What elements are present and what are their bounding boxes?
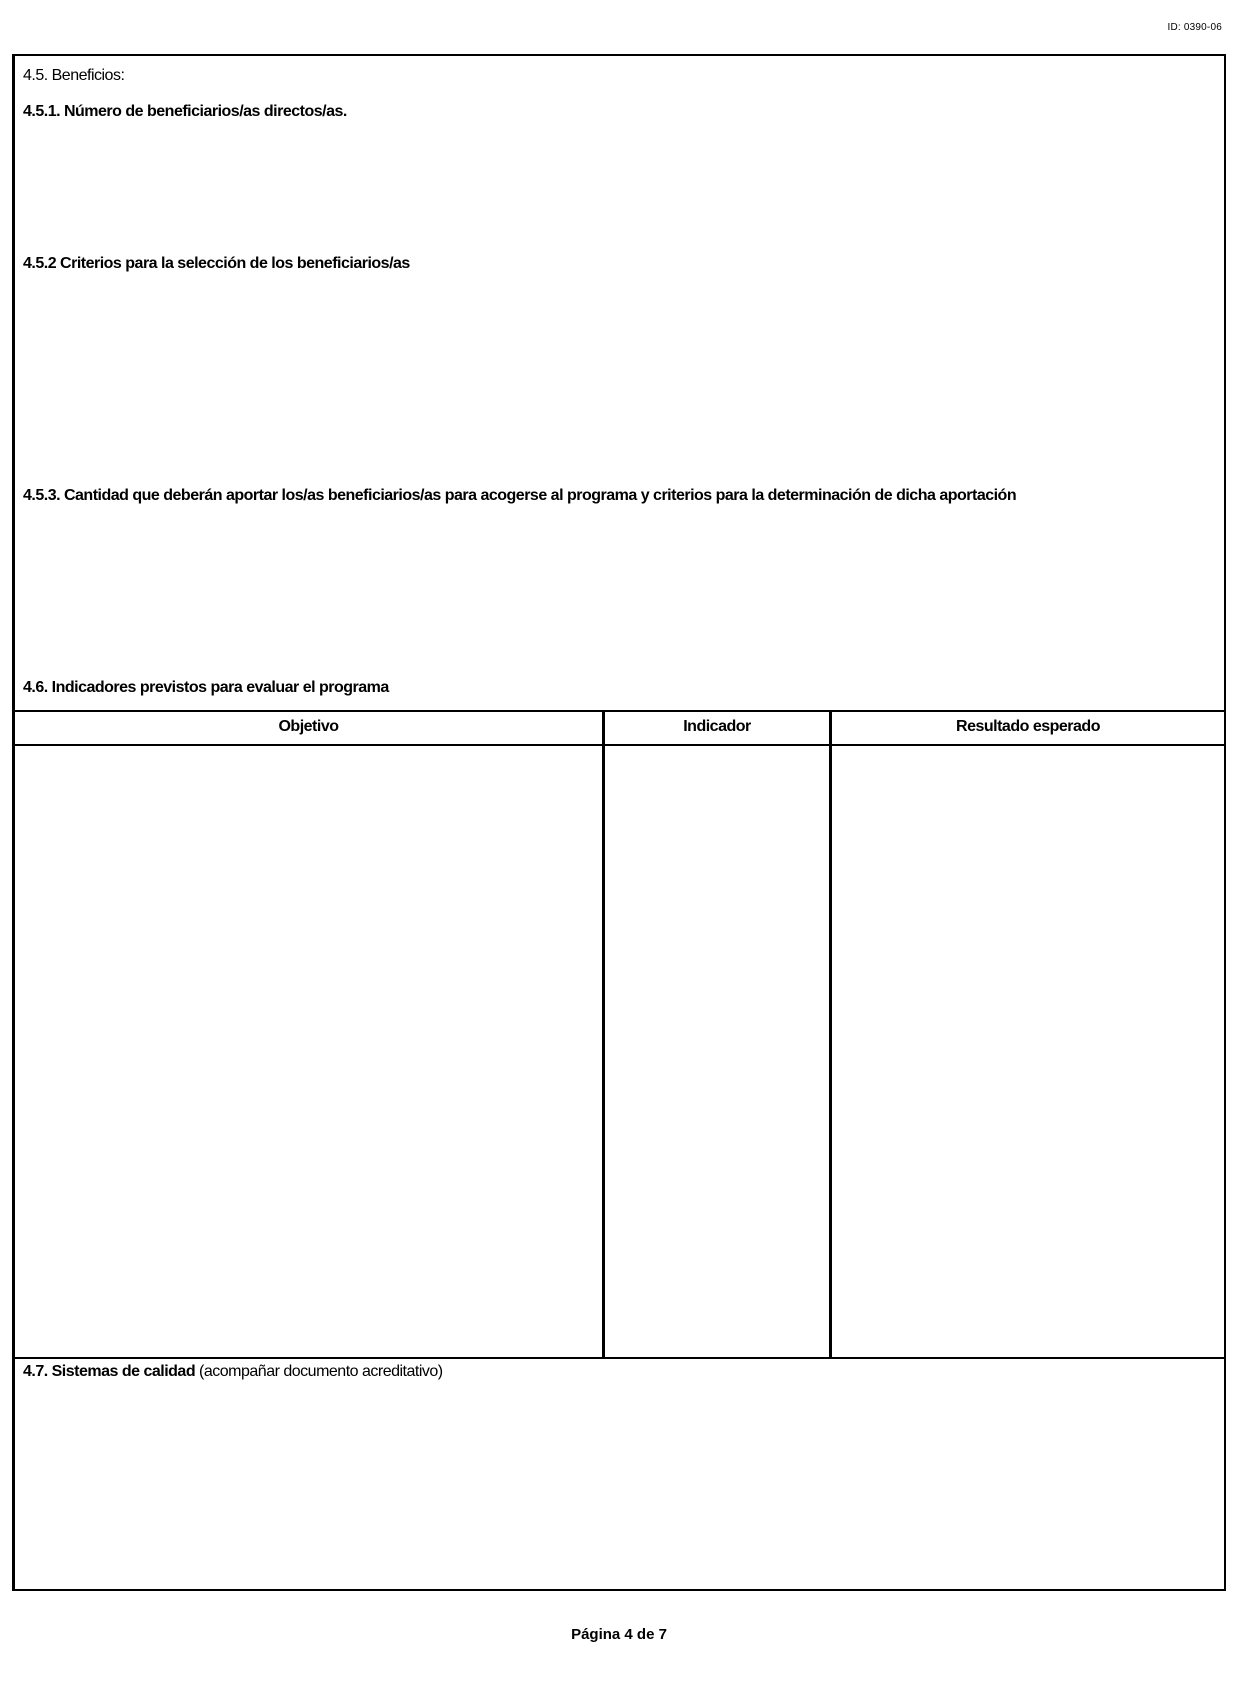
objetivo-cell[interactable] bbox=[15, 746, 602, 1357]
indicators-table-header bbox=[15, 712, 1224, 746]
indicador-cell[interactable] bbox=[605, 746, 829, 1357]
section-4-6-label: 4.6. Indicadores previstos para evaluar el programa bbox=[23, 679, 389, 696]
indicators-table bbox=[15, 710, 1224, 1359]
direct-beneficiaries-field[interactable] bbox=[15, 126, 1224, 266]
resultado-esperado-cell[interactable] bbox=[832, 746, 1224, 1357]
document-id: ID: 0390-06 bbox=[1167, 22, 1222, 33]
contribution-field[interactable] bbox=[15, 510, 1224, 670]
column-header-indicador: Indicador bbox=[683, 718, 751, 735]
section-4-5-title: 4.5. Beneficios: bbox=[23, 67, 125, 84]
quality-systems-field[interactable] bbox=[15, 1386, 1224, 1586]
section-4-5-2-label: 4.5.2 Criterios para la selección de los beneficiarios/as bbox=[23, 255, 410, 272]
section-4-5-1-label: 4.5.1. Número de beneficiarios/as directos/as. bbox=[23, 103, 347, 120]
form-frame bbox=[12, 54, 1226, 1591]
section-4-7-label bbox=[23, 1362, 443, 1382]
column-header-resultado-esperado: Resultado esperado bbox=[956, 718, 1100, 735]
selection-criteria-field[interactable] bbox=[15, 278, 1224, 478]
section-4-7-title: 4.7. Sistemas de calidad bbox=[23, 1363, 196, 1380]
column-header-objetivo: Objetivo bbox=[278, 718, 339, 735]
page-number: Página 4 de 7 bbox=[571, 1626, 667, 1643]
section-4-7-note: (acompañar documento acreditativo) bbox=[199, 1363, 443, 1380]
section-4-5-3-label: 4.5.3. Cantidad que deberán aportar los/as beneficiarios/as para acogerse al programa y criterios para la determinación de dicha aportación bbox=[23, 487, 1017, 504]
